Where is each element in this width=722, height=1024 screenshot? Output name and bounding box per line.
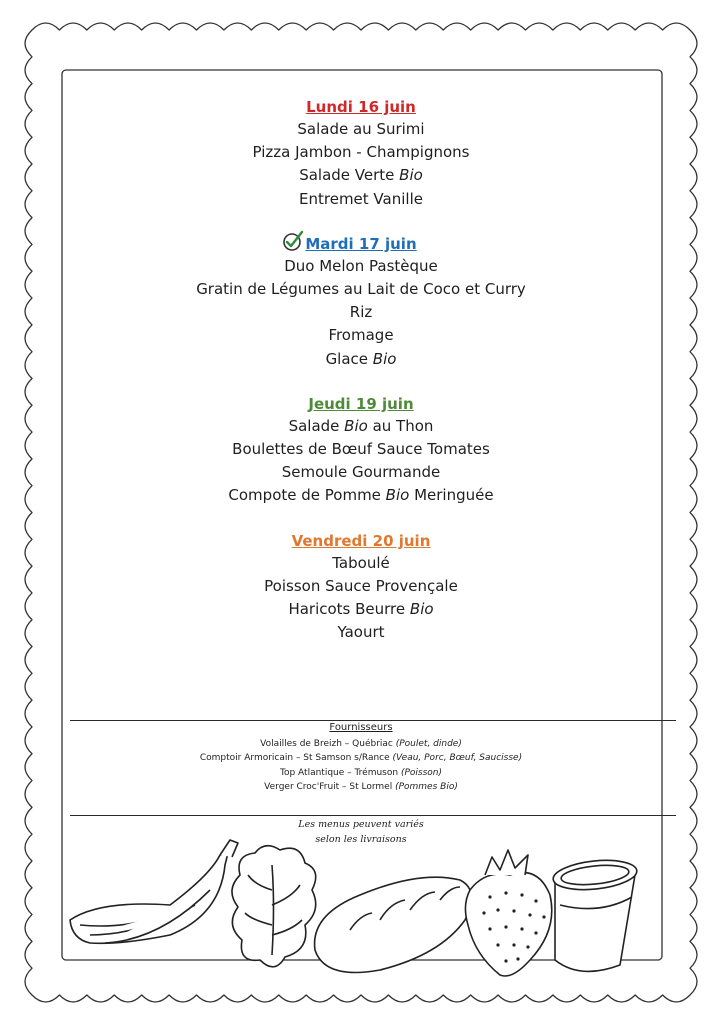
supplier-name: Top Atlantique – Trémuson [280, 767, 401, 778]
food-illustration [60, 835, 660, 985]
menu-item [0, 484, 722, 507]
supplier-name: Volailles de Breizh – Québriac [260, 738, 396, 749]
checkmark-icon [281, 229, 305, 253]
day-block [0, 393, 722, 508]
divider-bottom [70, 815, 676, 816]
menu-item-text: Gratin de Légumes au Lait de Coco et Curry [196, 280, 526, 299]
day-title [308, 393, 413, 415]
supplier-products: (Pommes Bio) [395, 782, 458, 792]
note-line-1: Les menus peuvent variés [298, 819, 424, 830]
menu-item [0, 278, 722, 301]
menu-item [0, 324, 722, 347]
menu-item [0, 164, 722, 187]
menu-item [0, 118, 722, 141]
menu-item-text: Salade Verte [299, 166, 400, 185]
menu-item [0, 598, 722, 621]
supplier-products: (Veau, Porc, Bœuf, Saucisse) [392, 753, 523, 763]
menu-item [0, 438, 722, 461]
weekly-menu [0, 96, 722, 666]
menu-item [0, 461, 722, 484]
menu-item-text: Glace [325, 349, 373, 368]
bananas-icon [70, 840, 238, 943]
supplier-products: (Poulet, dinde) [395, 738, 462, 749]
menu-item-text-after: Meringuée [409, 486, 494, 505]
menu-item-text: Riz [349, 303, 373, 322]
menu-item-text-after: au Thon [367, 416, 434, 435]
menu-item-text: Haricots Beurre [288, 600, 410, 619]
menu-item-text: Semoule Gourmande [281, 463, 441, 482]
can-icon [552, 857, 638, 972]
bio-label: Bio [344, 416, 368, 435]
menu-item [0, 301, 722, 324]
suppliers-list [0, 737, 722, 795]
day-title-text: Vendredi 20 juin [291, 531, 431, 550]
menu-item [0, 621, 722, 644]
day-title [292, 530, 431, 552]
menu-item [0, 255, 722, 278]
bio-label: Bio [385, 486, 410, 505]
menu-item [0, 575, 722, 598]
menu-item-text: Salade [288, 416, 345, 435]
menu-item-text: Entremet Vanille [299, 189, 423, 208]
menu-item-text: Poisson Sauce Provençale [264, 576, 458, 595]
supplier-products: (Poisson) [400, 767, 442, 778]
supplier-line [0, 780, 722, 795]
note-line-2: selon les livraisons [315, 834, 407, 845]
menu-item-text: Taboulé [332, 553, 390, 572]
lettuce-icon [232, 846, 316, 967]
strawberry-icon [465, 850, 551, 976]
bio-label: Bio [409, 600, 434, 619]
menu-item [0, 348, 722, 371]
menu-item [0, 141, 722, 164]
day-title [306, 96, 416, 118]
menu-item-text: Salade au Surimi [297, 120, 425, 138]
bread-icon [315, 877, 472, 972]
suppliers-section [0, 721, 722, 795]
supplier-line [0, 766, 722, 781]
menu-item-text: Pizza Jambon - Champignons [252, 143, 470, 162]
menu-item [0, 552, 722, 575]
bio-label: Bio [399, 166, 423, 185]
menu-item [0, 188, 722, 211]
menu-item [0, 415, 722, 438]
day-title-text: Lundi 16 juin [306, 98, 416, 116]
supplier-line [0, 751, 722, 766]
supplier-name: Comptoir Armoricain – St Samson s/Rance [199, 753, 393, 763]
day-block [0, 233, 722, 371]
suppliers-title: Fournisseurs [329, 722, 393, 733]
day-block [0, 530, 722, 645]
day-block [0, 96, 722, 211]
menu-item-text: Yaourt [337, 623, 385, 642]
day-title-text: Mardi 17 juin [305, 234, 417, 253]
day-title-text: Jeudi 19 juin [308, 394, 414, 413]
menu-item-text: Boulettes de Bœuf Sauce Tomates [232, 440, 490, 459]
day-title [305, 233, 416, 255]
menu-item-text: Compote de Pomme [228, 486, 386, 505]
menu-item-text: Duo Melon Pastèque [284, 256, 438, 275]
menu-item-text: Fromage [328, 326, 394, 345]
bio-label: Bio [372, 349, 397, 368]
supplier-name: Verger Croc'Fruit – St Lormel [264, 782, 396, 792]
supplier-line [0, 737, 722, 752]
